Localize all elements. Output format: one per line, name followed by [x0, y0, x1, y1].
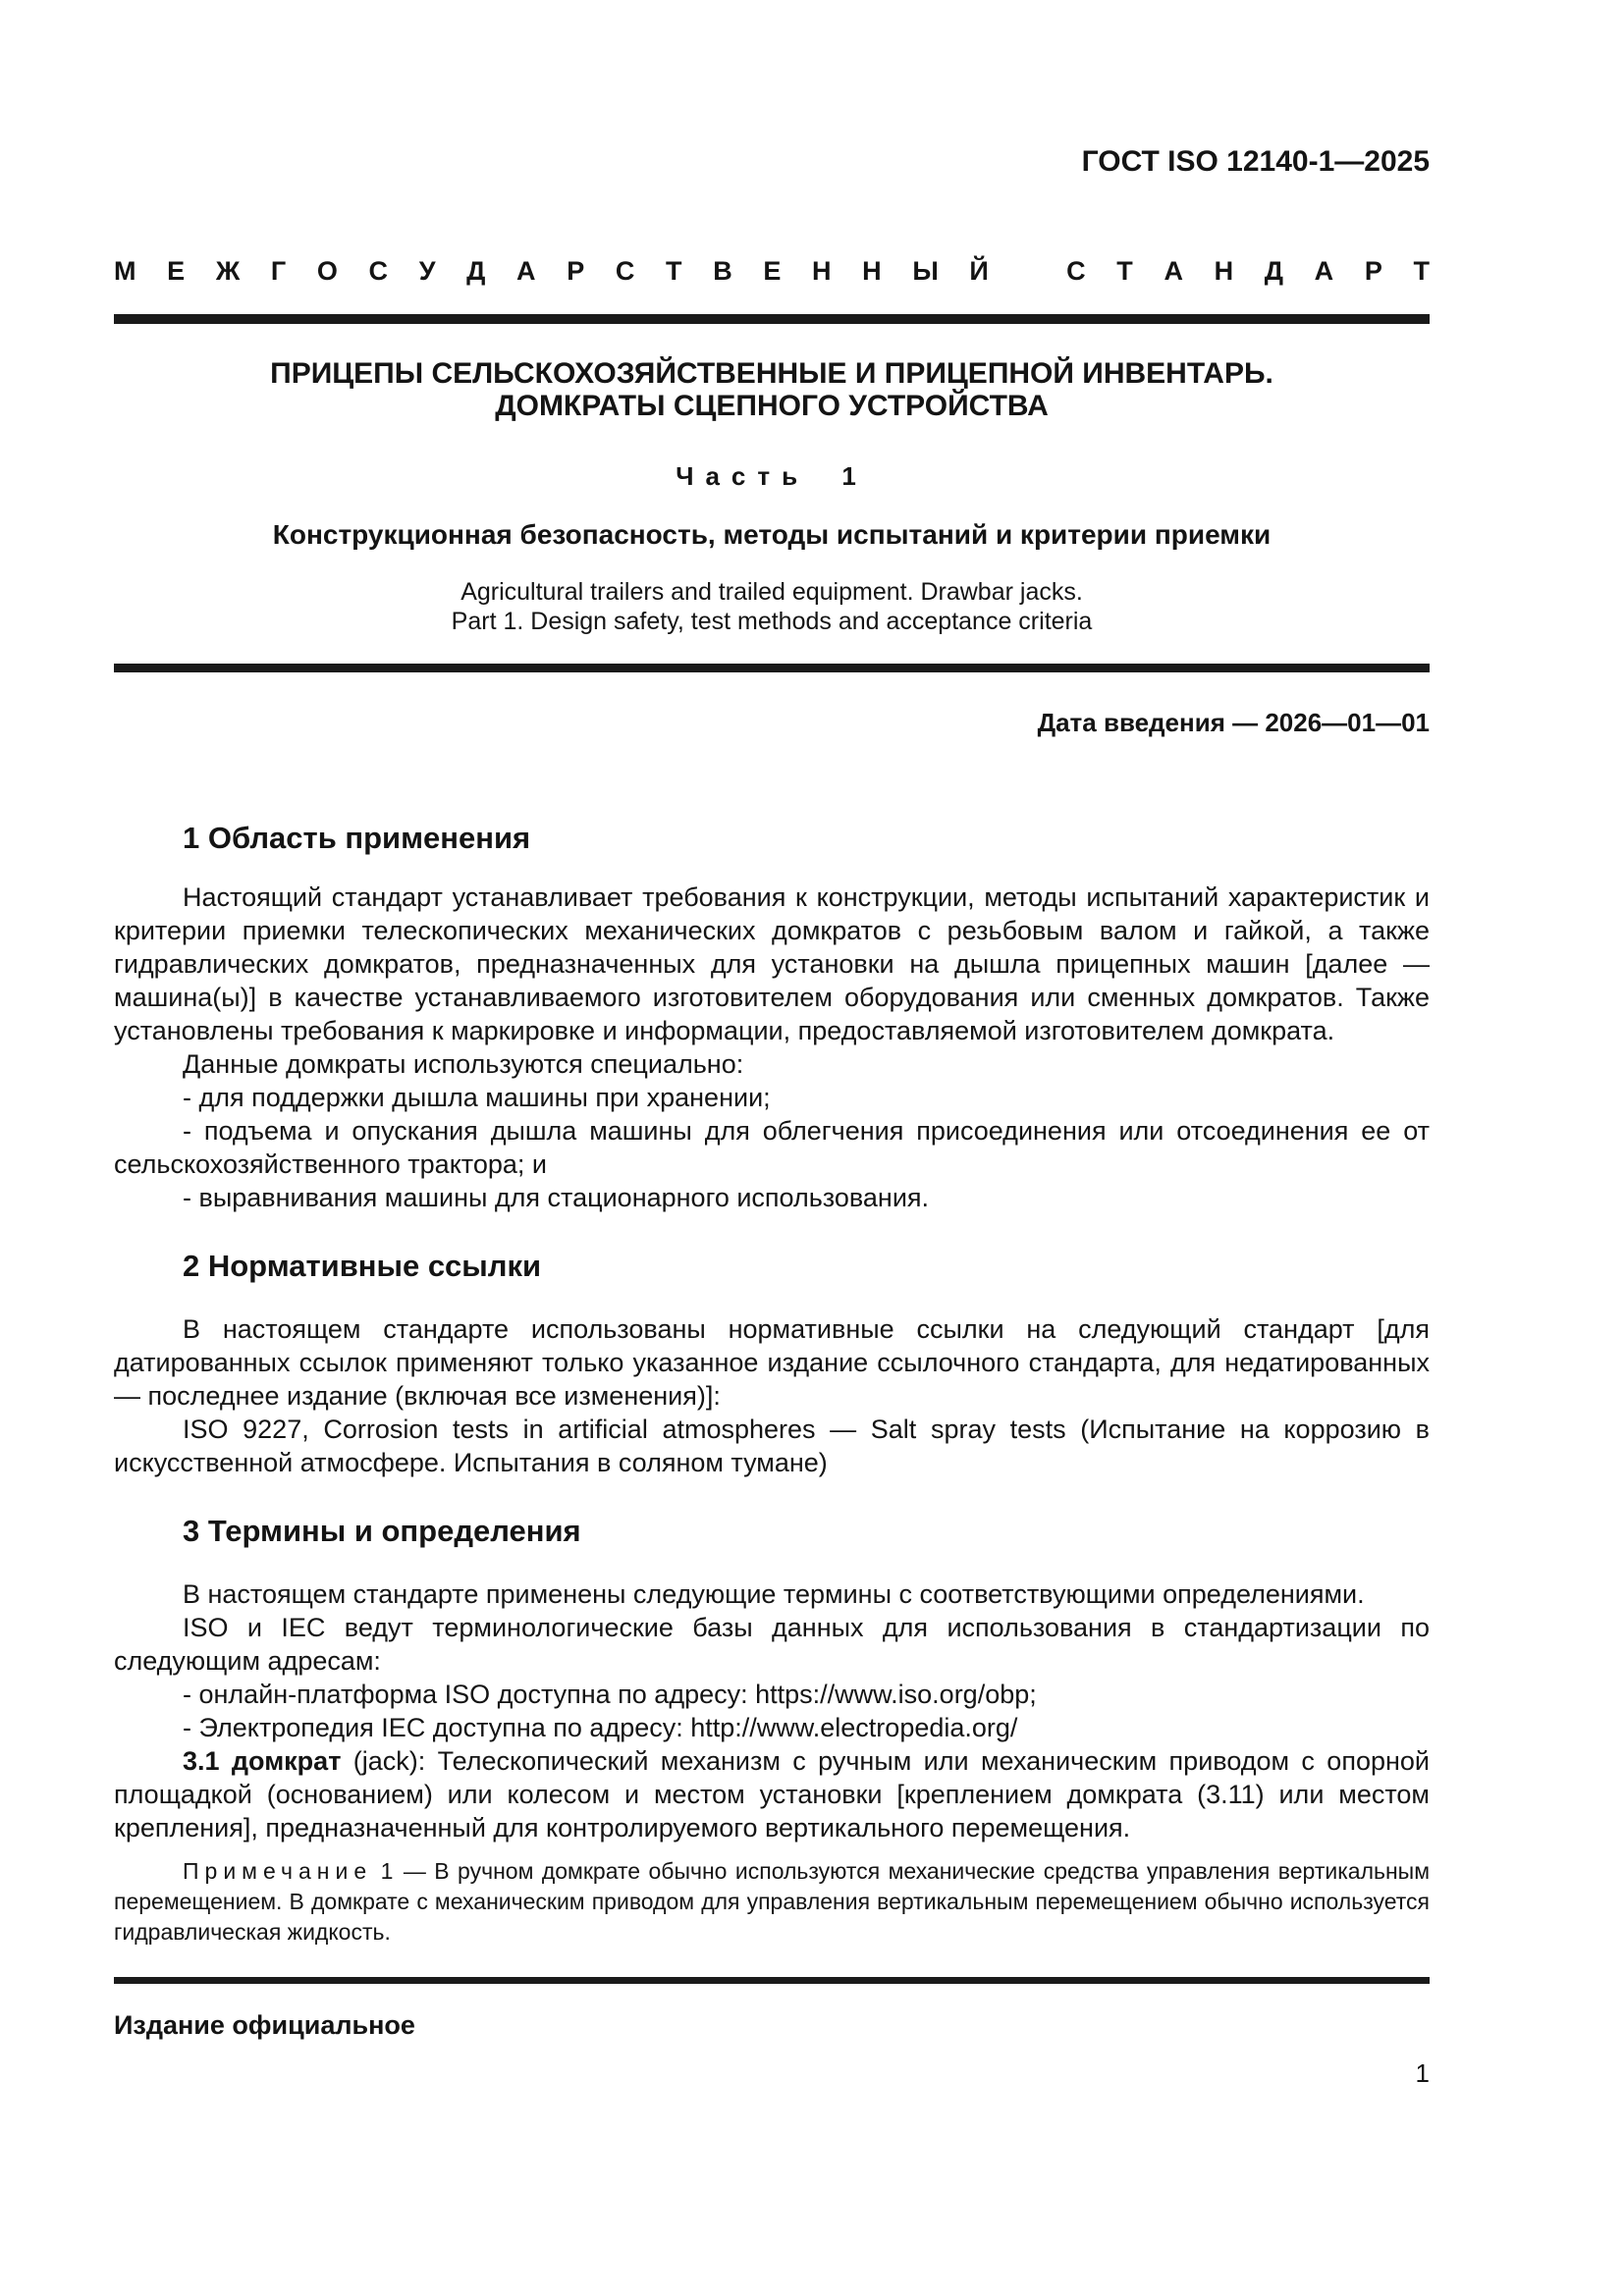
page-content — [114, 0, 1430, 2088]
document-code: ГОСТ ISO 12140-1—2025 — [1081, 145, 1430, 178]
term-number: 3.1 — [183, 1746, 220, 1776]
standard-type-banner: М Е Ж Г О С У Д А Р С Т В Е Н Н Ы Й С Т А Н Д А Р Т — [114, 256, 1430, 286]
edition-note: Издание официальное — [114, 2010, 415, 2040]
section-heading-3: 3 Термины и определения — [183, 1514, 581, 1548]
list-item: - для поддержки дышла машины при хранении; — [183, 1083, 771, 1112]
note-label: Примечание — [183, 1858, 373, 1884]
list-item: - подъема и опускания дышла машины для облегчения присоединения или отсоединения ее от сельскохозяйственного трактора; и — [114, 1116, 1430, 1179]
title-ru-line2: ДОМКРАТЫ СЦЕПНОГО УСТРОЙСТВА — [495, 390, 1049, 422]
paragraph: В настоящем стандарте использованы нормативные ссылки на следующий стандарт [для датированных ссылок применяют только указанное издание ссылочного стандарта, для недатированных — последнее издание (включая все изменения)]: — [114, 1314, 1430, 1411]
term-text: (jack): Телескопический механизм с ручным или механическим приводом с опорной площадкой (основанием) или колесом и местом установки [креплением домкрата (3.11) или местом крепления], предназначенный для контролируемого вертикального перемещения. — [114, 1746, 1430, 1842]
paragraph: ISO и IEC ведут терминологические базы данных для использования в стандартизации по следующим адресам: — [114, 1613, 1430, 1676]
term-name: домкрат — [231, 1746, 342, 1776]
paragraph: ISO 9227, Corrosion tests in artificial atmospheres — Salt spray tests (Испытание на коррозию в искусственной атмосфере. Испытания в соляном тумане) — [114, 1415, 1430, 1477]
page-number: 1 — [1415, 2058, 1430, 2088]
term-definition — [114, 1744, 1430, 1844]
paragraph: В настоящем стандарте применены следующие термины с соответствующими определениями. — [183, 1579, 1365, 1609]
horizontal-rule-top — [114, 314, 1430, 324]
paragraph: Настоящий стандарт устанавливает требования к конструкции, методы испытаний характеристик и критерии приемки телескопических механических домкратов с резьбовым валом и гайкой, а также гидравлических домкратов, предназначенных для установки на дышла прицепных машин [далее — машина(ы)] в качестве устанавливаемого изготовителем оборудования или сменных домкратов. Также установлены требования к маркировке и информации, предоставляемой изготовителем домкрата. — [114, 882, 1430, 1045]
note-number: 1 — [380, 1858, 396, 1884]
list-item: - онлайн-платформа ISO доступна по адресу: https://www.iso.org/obp; — [183, 1680, 1037, 1709]
note — [114, 1856, 1430, 1948]
section-terms-definitions — [114, 1515, 1430, 1948]
document-title-en — [114, 577, 1430, 636]
list-item: - выравнивания машины для стационарного использования. — [183, 1183, 930, 1212]
effective-date: Дата введения — 2026—01—01 — [1037, 708, 1430, 737]
title-en-line2: Part 1. Design safety, test methods and acceptance criteria — [451, 608, 1093, 635]
horizontal-rule-mid — [114, 664, 1430, 672]
document-subtitle-ru: Конструкционная безопасность, методы испытаний и критерии приемки — [272, 519, 1272, 550]
section-scope — [114, 822, 1430, 1214]
title-en-line1: Agricultural trailers and trailed equipment. Drawbar jacks. — [460, 578, 1083, 606]
section-normative-references — [114, 1250, 1430, 1479]
note-text: — В ручном домкрате обычно используются механические средства управления вертикальным перемещением. В домкрате с механическим приводом для управления вертикальным перемещением обычно используется гидравлическая жидкость. — [114, 1858, 1431, 1945]
paragraph: Данные домкраты используются специально: — [183, 1049, 744, 1079]
section-heading-2: 2 Нормативные ссылки — [183, 1249, 542, 1283]
part-label: Часть 1 — [676, 461, 868, 491]
title-ru-line1: ПРИЦЕПЫ СЕЛЬСКОХОЗЯЙСТВЕННЫЕ И ПРИЦЕПНОЙ ИНВЕНТАРЬ. — [270, 357, 1273, 390]
document-title-ru — [114, 357, 1430, 422]
section-heading-1: 1 Область применения — [183, 821, 531, 855]
horizontal-rule-footer — [114, 1977, 1430, 1984]
list-item: - Электропедия IEC доступна по адресу: http://www.electropedia.org/ — [183, 1713, 1018, 1742]
